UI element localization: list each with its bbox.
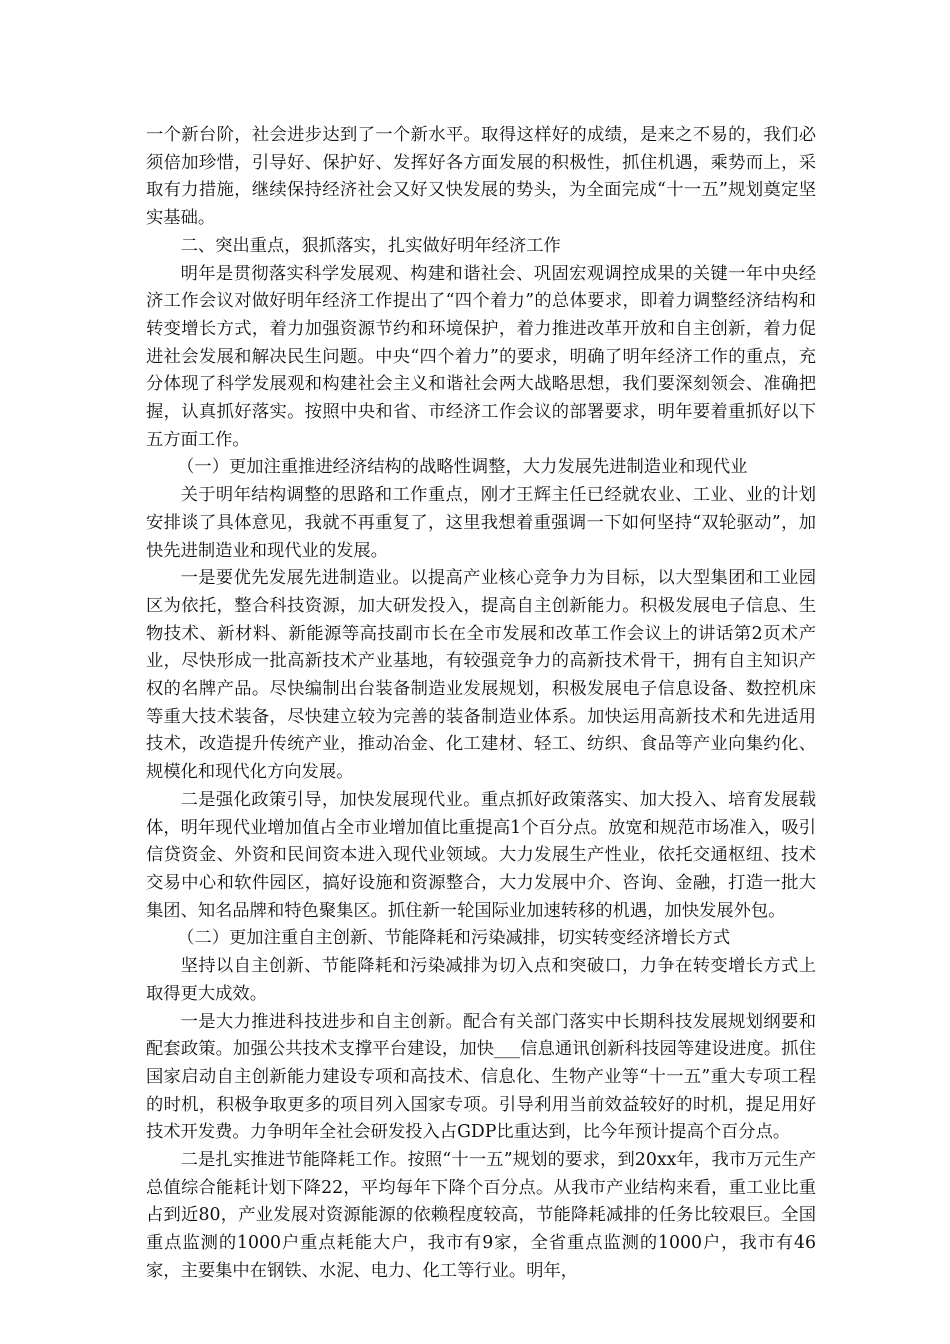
paragraph: 一是要优先发展先进制造业。以提高产业核心竞争力为目标，以大型集团和工业园区为依托，整合科技资源，加大研发投入，提高自主创新能力。积极发展电子信息、生物技术、新材料、新能源等高技副市长在全市发展和改革工作会议上的讲话第2页术产业，尽快形成一批高新技术产业基地，有较强竞争力的高新技术骨干，拥有自主知识产权的名牌产品。尽快编制出台装备制造业发展规划，积极发展电子信息设备、数控机床等重大技术装备，尽快建立较为完善的装备制造业体系。加快运用高新技术和先进适用技术，改造提升传统产业，推动冶金、化工建材、轻工、纺织、食品等产业向集约化、规模化和现代化方向发展。 bbox=[146, 568, 816, 783]
document-page bbox=[146, 122, 816, 1286]
paragraph: 明年是贯彻落实科学发展观、构建和谐社会、巩固宏观调控成果的关键一年中央经济工作会议对做好明年经济工作提出了“四个着力”的总体要求，即着力调整经济结构和转变增长方式，着力加强资源节约和环境保护，着力推进改革开放和自主创新，着力促进社会发展和解决民生问题。中央“四个着力”的要求，明确了明年经济工作的重点，充分体现了科学发展观和构建社会主义和谐社会两大战略思想，我们要深刻领会、准确把握，认真抓好落实。按照中央和省、市经济工作会议的部署要求，明年要着重抓好以下五方面工作。 bbox=[146, 263, 816, 450]
paragraph: 一是大力推进科技进步和自主创新。配合有关部门落实中长期科技发展规划纲要和配套政策。加强公共技术支撑平台建设，加快___信息通讯创新科技园等建设进度。抓住国家启动自主创新能力建设专项和高技术、信息化、生物产业等“十一五”重大专项工程的时机，积极争取更多的项目列入国家专项。引导利用当前效益较好的时机，提足用好技术开发费。力争明年全社会研发投入占GDP比重达到，比今年预计提高个百分点。 bbox=[146, 1011, 816, 1143]
subsection-heading-2: （二）更加注重自主创新、节能降耗和污染减排，切实转变经济增长方式 bbox=[177, 928, 731, 949]
paragraph: 二是扎实推进节能降耗工作。按照“十一五”规划的要求，到20xx年，我市万元生产总值综合能耗计划下降22，平均每年下降个百分点。从我市产业结构来看，重工业比重占到近80，产业发展对资源能源的依赖程度较高，节能降耗减排的任务比较艰巨。全国重点监测的1000户重点耗能大户，我市有9家，全省重点监测的1000户，我市有46家，主要集中在钢铁、水泥、电力、化工等行业。明年， bbox=[146, 1150, 816, 1281]
subsection-heading-1: （一）更加注重推进经济结构的战略性调整，大力发展先进制造业和现代业 bbox=[177, 457, 748, 478]
paragraph: 二是强化政策引导，加快发展现代业。重点抓好政策落实、加大投入、培育发展载体，明年现代业增加值占全市业增加值比重提高1个百分点。放宽和规范市场准入，吸引信贷资金、外资和民间资本进入现代业领域。大力发展生产性业，依托交通枢纽、技术交易中心和软件园区，搞好设施和资源整合，大力发展中介、咨询、金融，打造一批大集团、知名品牌和特色聚集区。抓住新一轮国际业加速转移的机遇，加快发展外包。 bbox=[146, 789, 816, 921]
paragraph: 坚持以自主创新、节能降耗和污染减排为切入点和突破口，力争在转变增长方式上取得更大成效。 bbox=[146, 956, 816, 1004]
section-heading-2: 二、突出重点，狠抓落实，扎实做好明年经济工作 bbox=[180, 235, 561, 256]
paragraph-intro-continuation: 一个新台阶，社会进步达到了一个新水平。取得这样好的成绩，是来之不易的，我们必须倍加珍惜，引导好、保护好、发挥好各方面发展的积极性，抓住机遇，乘势而上，采取有力措施，继续保持经济社会又好又快发展的势头，为全面完成“十一五”规划奠定坚实基础。 bbox=[146, 125, 816, 229]
paragraph: 关于明年结构调整的思路和工作重点，刚才王辉主任已经就农业、工业、业的计划安排谈了具体意见，我就不再重复了，这里我想着重强调一下如何坚持“双轮驱动”，加快先进制造业和现代业的发展。 bbox=[146, 485, 816, 561]
